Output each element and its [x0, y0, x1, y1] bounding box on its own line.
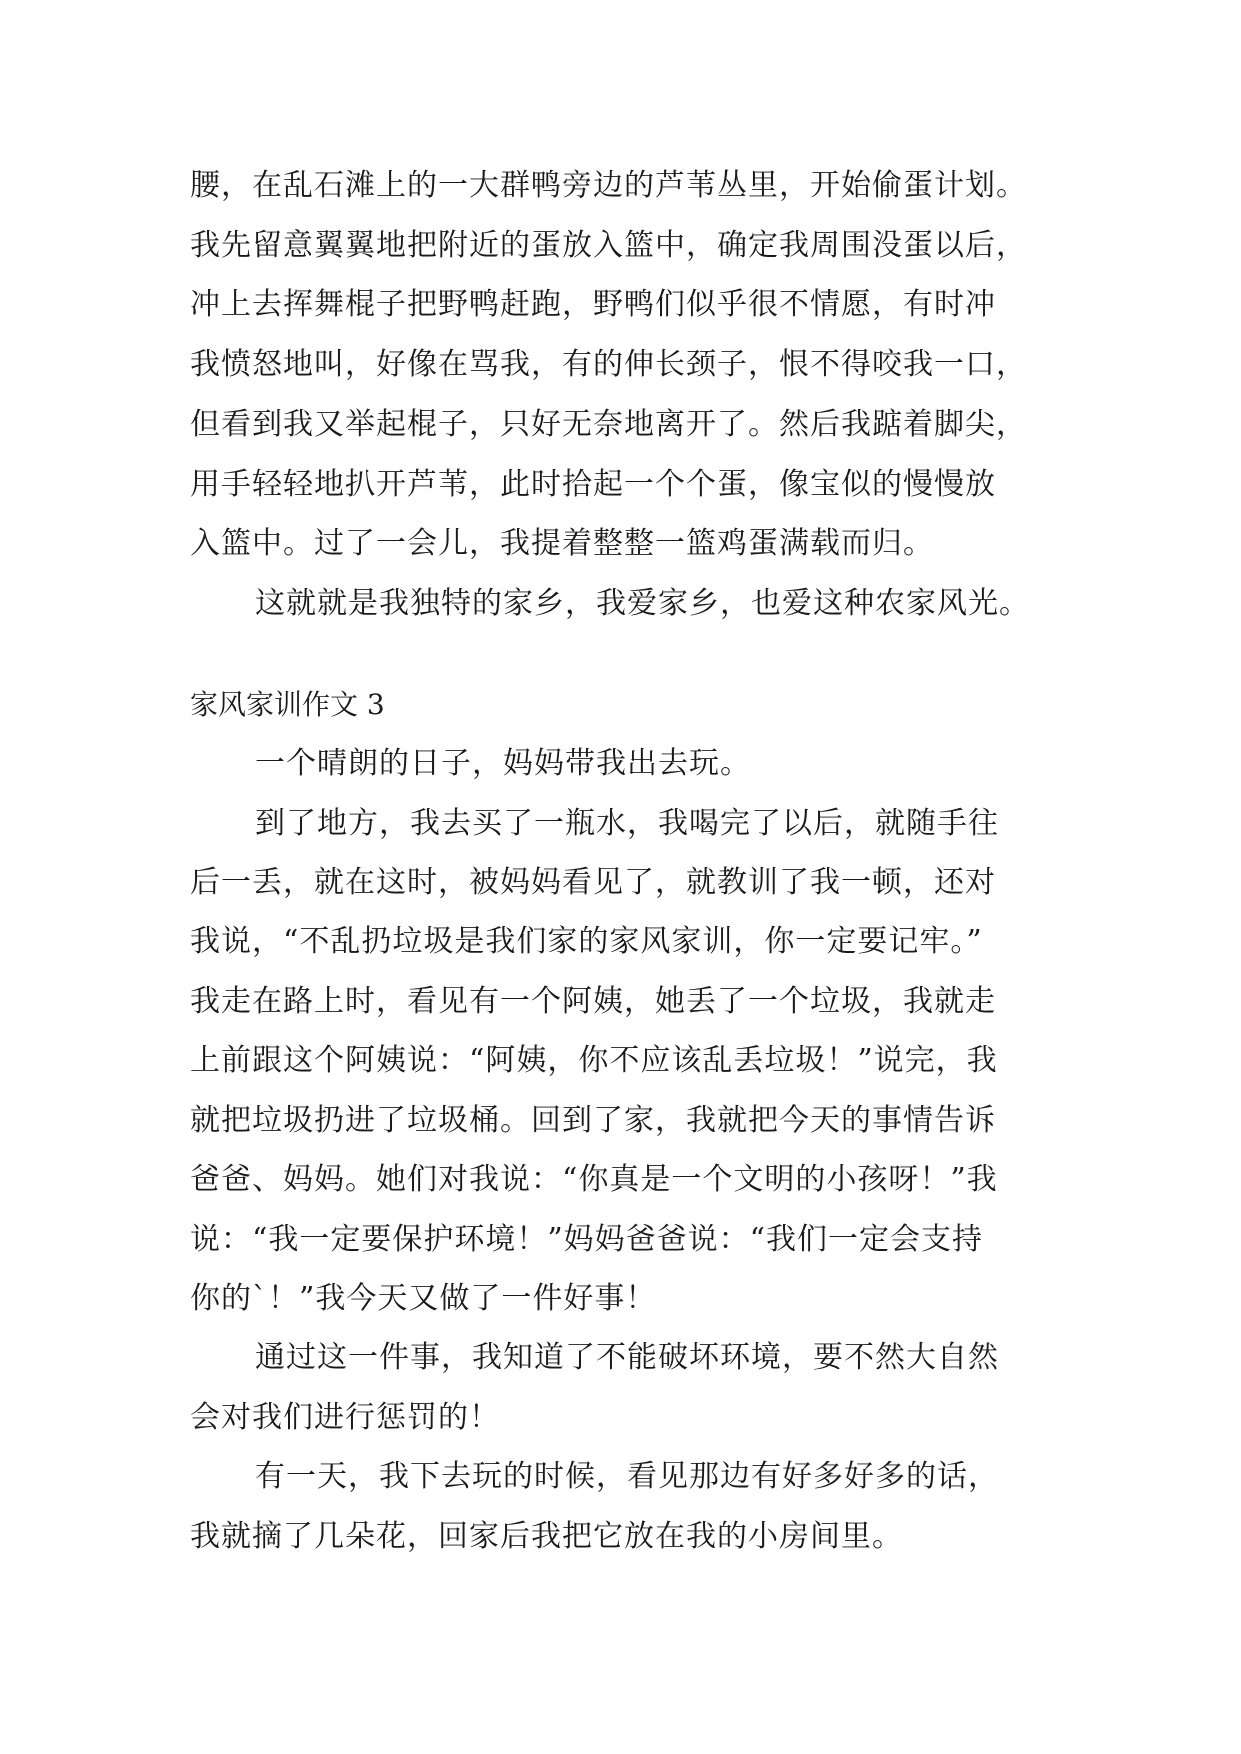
- paragraph-line: 但看到我又举起棍子，只好无奈地离开了。然后我踮着脚尖，: [190, 407, 1027, 442]
- paragraph-line: 这就就是我独特的家乡，我爱家乡，也爱这种农家风光。: [255, 586, 1030, 621]
- paragraph-line: 爸爸、妈妈。她们对我说：“你真是一个文明的小孩呀！”我: [190, 1162, 998, 1197]
- paragraph-line: 腰，在乱石滩上的一大群鸭旁边的芦苇丛里，开始偷蛋计划。: [190, 168, 1027, 203]
- paragraph-line: 用手轻轻地扒开芦苇，此时拾起一个个蛋，像宝似的慢慢放: [190, 467, 996, 502]
- paragraph-line: 冲上去挥舞棍子把野鸭赶跑，野鸭们似乎很不情愿，有时冲: [190, 287, 996, 322]
- paragraph-line: 入篮中。过了一会儿，我提着整整一篮鸡蛋满载而归。: [190, 526, 934, 561]
- paragraph-line: 就把垃圾扔进了垃圾桶。回到了家，我就把今天的事情告诉: [190, 1103, 996, 1138]
- paragraph-line: 会对我们进行惩罚的！: [190, 1400, 500, 1435]
- paragraph-line: 我走在路上时，看见有一个阿姨，她丢了一个垃圾，我就走: [190, 984, 996, 1019]
- paragraph-line: 通过这一件事，我知道了不能破坏环境，要不然大自然: [255, 1340, 999, 1375]
- paragraph-line: 有一天，我下去玩的时候，看见那边有好多好多的话，: [255, 1459, 999, 1494]
- essay-title: 家风家训作文 3: [190, 688, 385, 721]
- paragraph-line: 到了地方，我去买了一瓶水，我喝完了以后，就随手往: [255, 806, 999, 841]
- paragraph-line: 我先留意翼翼地把附近的蛋放入篮中，确定我周围没蛋以后，: [190, 228, 1027, 263]
- paragraph-line: 你的`！”我今天又做了一件好事！: [190, 1281, 657, 1316]
- paragraph-line: 说：“我一定要保护环境！”妈妈爸爸说：“我们一定会支持: [190, 1222, 984, 1257]
- paragraph-line: 上前跟这个阿姨说：“阿姨，你不应该乱丢垃圾！”说完，我: [190, 1043, 998, 1078]
- paragraph-line: 我就摘了几朵花，回家后我把它放在我的小房间里。: [190, 1519, 903, 1554]
- paragraph-line: 一个晴朗的日子，妈妈带我出去玩。: [255, 746, 751, 781]
- paragraph-line: 后一丢，就在这时，被妈妈看见了，就教训了我一顿，还对: [190, 865, 996, 900]
- paragraph-line: 我说，“不乱扔垃圾是我们家的家风家训，你一定要记牢。”: [190, 924, 983, 959]
- paragraph-line: 我愤怒地叫，好像在骂我，有的伸长颈子，恨不得咬我一口，: [190, 347, 1027, 382]
